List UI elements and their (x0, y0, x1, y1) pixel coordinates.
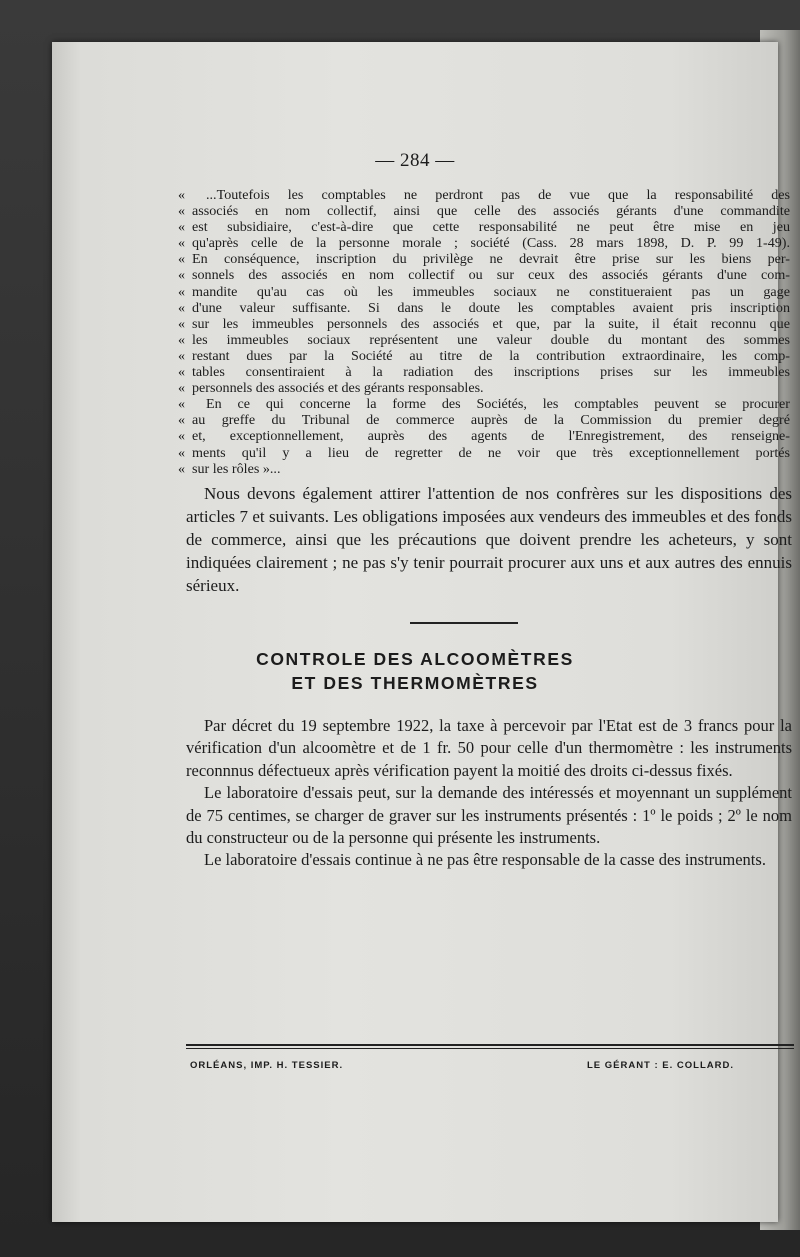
guillemet-mark: « (178, 283, 186, 300)
quote-line (178, 461, 790, 477)
quote-line (178, 364, 790, 380)
guillemet-mark: « (178, 251, 186, 268)
quote-line (178, 284, 790, 300)
quote-line (178, 267, 790, 283)
quote-line (178, 412, 790, 428)
guillemet-mark: « (178, 460, 186, 477)
guillemet-mark: « (178, 267, 186, 284)
quote-line (178, 203, 790, 219)
quote-text: est subsidiaire, c'est-à-dire que cette responsabilité ne peut être mise en jeu (192, 219, 790, 236)
quote-line (178, 380, 790, 396)
quote-text: restant dues par la Société au titre de la contribution extraordinaire, les comp- (192, 347, 790, 364)
quote-text: les immeubles sociaux représentent une valeur double du montant des sommes (192, 331, 790, 348)
guillemet-mark: « (178, 364, 186, 381)
quote-text: ...Toutefois les comptables ne perdront pas de vue que la responsabilité des (206, 187, 790, 203)
footer-rule (186, 1044, 794, 1046)
guillemet-mark: « (178, 315, 186, 332)
section-body (186, 715, 792, 872)
guillemet-mark: « (178, 412, 186, 429)
body-paragraph: Nous devons également attirer l'attention de nos confrères sur les dispositions des articles 7 et suivants. Les obligations imposées aux vendeurs des immeubles et des fonds de commerce, ainsi que les précautions que doivent prendre les acheteurs, y sont indiquées clairement ; ne pas s'y tenir pourrait procurer aux uns et aux autres des ennuis sérieux. (186, 484, 792, 595)
quote-text: En conséquence, inscription du privilège ne devrait être prise sur les biens per- (192, 251, 790, 268)
quoted-passage (178, 187, 790, 477)
quote-line (178, 235, 790, 251)
quote-text: sur les immeubles personnels des associés et que, par la suite, il était reconnu que (192, 315, 790, 332)
quote-line (178, 445, 790, 461)
quote-line (178, 332, 790, 348)
section-heading-line2: ET DES THERMOMÈTRES (291, 673, 539, 693)
section-paragraph: Par décret du 19 septembre 1922, la taxe à percevoir par l'Etat est de 3 francs pour la vérification d'un alcoomètre et de 1 fr. 50 pour celle d'un thermomètre : les instruments reconnnus défectueux après vérification payent la moitié des droits ci-dessus fixés. (186, 716, 792, 780)
quote-text: sonnels des associés en nom collectif ou sur ceux des associés gérants d'une com- (192, 267, 790, 284)
guillemet-mark: « (178, 219, 186, 236)
quote-line (178, 300, 790, 316)
quote-text: au greffe du Tribunal de commerce auprès de la Commission du premier degré (192, 412, 790, 429)
quote-text: mandite qu'au cas où les immeubles sociaux ne constitueraient pas un gage (192, 283, 790, 300)
quote-line (178, 251, 790, 267)
guillemet-mark: « (178, 428, 186, 445)
footer-rule-thin (186, 1048, 794, 1049)
quote-text: sur les rôles »... (192, 460, 281, 477)
guillemet-mark: « (178, 203, 186, 220)
quote-text: et, exceptionnellement, auprès des agents de l'Enregistrement, des renseigne- (192, 428, 790, 445)
quote-line (178, 348, 790, 364)
manager-imprint: LE GÉRANT : E. COLLARD. (586, 1060, 734, 1071)
quote-text: personnels des associés et des gérants responsables. (192, 380, 484, 397)
quote-line (178, 428, 790, 444)
page-number: — 284 — (375, 150, 455, 171)
guillemet-mark: « (178, 331, 186, 348)
printer-imprint: ORLÉANS, IMP. H. TESSIER. (190, 1060, 344, 1071)
quote-line (178, 187, 790, 203)
section-divider (410, 622, 518, 624)
quote-line (178, 396, 790, 412)
guillemet-mark: « (178, 347, 186, 364)
quote-line (178, 316, 790, 332)
quote-line (178, 219, 790, 235)
guillemet-mark: « (178, 396, 186, 413)
document-page (52, 42, 792, 1222)
quote-text: d'une valeur suffisante. Si dans le doute les comptables avaient pris inscription (192, 299, 790, 316)
quote-text: En ce qui concerne la forme des Sociétés, les comptables peuvent se procurer (206, 396, 790, 413)
quote-text: associés en nom collectif, ainsi que celle des associés gérants d'une commandite (192, 203, 790, 220)
quote-text: tables consentiraient à la radiation des inscriptions prises sur les immeubles (192, 364, 790, 381)
section-paragraph: Le laboratoire d'essais peut, sur la demande des intéressés et moyennant un supplément de 75 centimes, se charger de graver sur les instruments présentés : 1º le poids ; 2º le nom du constructeur ou de la personne qui présente les instruments. (186, 783, 792, 848)
quote-text: ments qu'il y a lieu de regretter de ne voir que très exceptionnellement portés (192, 444, 790, 461)
quote-text: qu'après celle de la personne morale ; société (Cass. 28 mars 1898, D. P. 99 1-49). (192, 235, 790, 252)
guillemet-mark: « (178, 235, 186, 252)
section-paragraph: Le laboratoire d'essais continue à ne pas être responsable de la casse des instruments. (204, 850, 766, 870)
guillemet-mark: « (178, 444, 186, 461)
section-heading-line1: CONTROLE DES ALCOOMÈTRES (256, 649, 574, 669)
guillemet-mark: « (178, 299, 186, 316)
guillemet-mark: « (178, 187, 186, 203)
guillemet-mark: « (178, 380, 186, 397)
